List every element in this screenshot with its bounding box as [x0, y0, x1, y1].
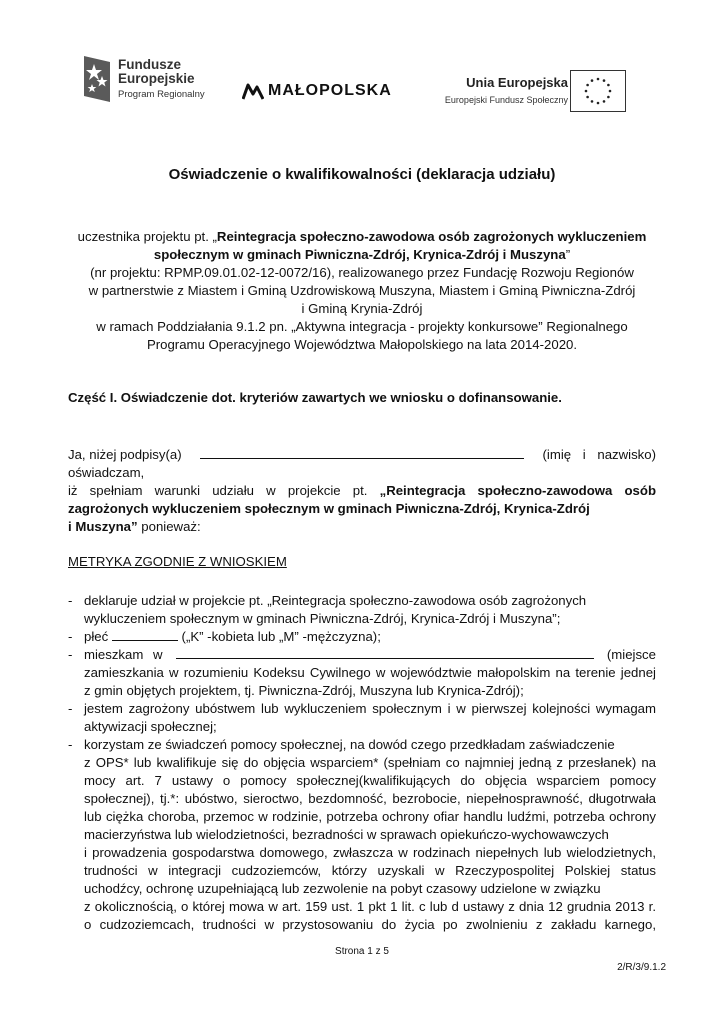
intro-line-2b: ” — [565, 247, 571, 262]
item-5-line-1: korzystam ze świadczeń pomocy społecznej, na dowód czego przedkładam zaświadczenie — [84, 737, 615, 752]
item-5-line-7: i prowadzenia gospodarstwa domowego, zwłaszcza w rodzinach niepełnych lub wielodzietnych, — [84, 845, 656, 860]
item-3-line-2: zamieszkania w rozumieniu Kodeksu Cywilnego w województwie małopolskim na terenie jednej — [84, 665, 656, 680]
intro-line-4: w partnerstwie z Miastem i Gminą Uzdrowiskową Muszyna, Miastem i Gminą Piwniczna-Zdrój — [88, 283, 636, 298]
item-4-line-1: jestem zagrożony ubóstwem lub wykluczeniem społecznym i w pierwszej kolejności wymagam — [84, 701, 656, 716]
item-5-line-11: o cudzoziemcach, trudności w przystosowaniu do życia po zwolnieniu z zakładu karnego, — [84, 917, 656, 932]
document-code: 2/R/3/9.1.2 — [617, 962, 666, 973]
declaration-line-3a: iż spełniam warunki udziału w projekcie pt. — [68, 483, 380, 498]
item-3-line-3: z gmin objętych projektem, tj. Piwniczna-Zdrój, Muszyna lub Krynica-Zdrój); — [84, 683, 524, 698]
criteria-list — [68, 592, 656, 934]
intro-line-2a: społecznym w gminach Piwniczna-Zdrój, Krynica-Zdrój i Muszyna — [153, 247, 566, 262]
ue-logo-title: Unia Europejska — [466, 75, 568, 90]
fe-stars-icon — [80, 54, 114, 104]
item-5-line-2: z OPS* lub kwalifikuje się do objęcia wsparciem* (spełniam co najmniej jedną z przesłanek) na — [84, 755, 656, 770]
list-item — [68, 700, 656, 736]
item-5-line-4: społecznej), tj.*: ubóstwo, sieroctwo, bezdomność, bezrobocie, niepełnosprawność, długotrwała — [84, 791, 656, 806]
section-1-heading: Część I. Oświadczenie dot. kryteriów zawartych we wniosku o dofinansowanie. — [68, 390, 562, 405]
list-dash: - — [68, 629, 73, 644]
list-dash: - — [68, 647, 73, 662]
declaration-line-3b: „Reintegracja społeczno-zawodowa osób — [379, 483, 656, 498]
eu-flag-icon — [570, 70, 626, 112]
list-dash: - — [68, 737, 73, 752]
fe-logo-line2: Europejskie — [118, 71, 195, 86]
item-1-line-2: wykluczeniem społecznym w gminach Piwniczna-Zdrój, Krynica-Zdrój i Muszyna”; — [84, 611, 561, 626]
item-5-line-9: uchodźcy, ochronę uzupełniającą lub zezwolenie na pobyt czasowy udzielone w związku — [84, 881, 601, 896]
declaration-label-hint: (imię i nazwisko) — [542, 447, 656, 462]
item-2-line-1 — [84, 628, 656, 646]
item-5-line-6: macierzyństwa lub wielodzietności, bezradności w sprawach opiekuńczo-wychowawczych — [84, 827, 609, 842]
malopolska-mark-icon — [242, 82, 264, 100]
declaration-line-5a: i Muszyna” — [68, 519, 138, 534]
list-dash: - — [68, 593, 73, 608]
item-3-line-1 — [84, 646, 656, 664]
item-5-line-10: z okolicznością, o której mowa w art. 159 ust. 1 pkt 1 lit. c lub d ustawy z dnia 12 grudnia 2013 r. — [84, 899, 656, 914]
intro-line-3: (nr projektu: RPMP.09.01.02-12-0072/16), realizowanego przez Fundację Rozwoju Regionów — [90, 265, 634, 280]
list-item — [68, 592, 656, 628]
item-5-line-3: mocy art. 7 ustawy o pomocy społecznej(kwalifikujących do objęcia wsparciem pomocy — [84, 773, 656, 788]
intro-line-1b: Reintegracja społeczno-zawodowa osób zagrożonych wykluczeniem — [216, 229, 647, 244]
intro-line-7: Programu Operacyjnego Województwa Małopolskiego na lata 2014-2020. — [146, 337, 578, 352]
declaration-line-2: oświadczam, — [68, 465, 145, 480]
malopolska-logo — [242, 80, 392, 102]
document-title: Oświadczenie o kwalifikowalności (deklaracja udziału) — [168, 166, 556, 183]
intro-line-2 — [60, 246, 664, 264]
gender-label: płeć — [84, 629, 109, 644]
declaration — [68, 446, 656, 536]
item-5-line-8: trudności w integracji cudzoziemców, którzy uzyskali w Rzeczypospolitej Polskiej status — [84, 863, 656, 878]
page-number: Strona 1 z 5 — [335, 946, 389, 957]
declaration-line-4 — [68, 500, 656, 518]
list-item — [68, 646, 656, 700]
declaration-line-5b: ponieważ: — [137, 519, 201, 534]
fundusze-europejskie-logo — [80, 54, 210, 114]
fe-logo-line1: Fundusze — [118, 57, 181, 72]
unia-europejska-logo — [436, 72, 626, 112]
item-5-line-5: lub ciężka choroba, przemoc w rodzinie, potrzeba ochrony ofiar handlu ludźmi, potrzeba ochrony — [84, 809, 656, 824]
ue-logo-subtitle: Europejski Fundusz Społeczny — [444, 95, 568, 105]
intro-line-6: w ramach Poddziałania 9.1.2 pn. „Aktywna integracja - projekty konkursowe” Regionalnego — [96, 319, 628, 334]
fe-logo-line3: Program Regionalny — [118, 89, 205, 100]
item-1-line-1: deklaruje udział w projekcie pt. „Reintegracja społeczno-zawodowa osób zagrożonych — [84, 593, 587, 608]
residence-hint: (miejsce — [606, 647, 656, 662]
gender-hint: („K” -kobieta lub „M” -mężczyzna); — [181, 629, 381, 644]
list-dash: - — [68, 701, 73, 716]
intro-line-5: i Gminą Krynia-Zdrój — [301, 301, 423, 316]
declaration-line-5 — [68, 518, 656, 536]
intro-line-1a: uczestnika projektu pt. „ — [77, 229, 217, 244]
declaration-line-4-text: zagrożonych wykluczeniem społecznym w gminach Piwniczna-Zdrój, Krynica-Zdrój — [68, 501, 590, 516]
malopolska-logo-text: MAŁOPOLSKA — [268, 82, 392, 99]
gender-field[interactable] — [112, 628, 178, 641]
list-item — [68, 736, 656, 934]
metryka-heading: METRYKA ZGODNIE Z WNIOSKIEM — [68, 554, 287, 569]
residence-field[interactable] — [176, 646, 594, 659]
intro-line-1 — [60, 228, 664, 246]
item-4-line-2: aktywizacji społecznej; — [84, 719, 217, 734]
list-item — [68, 628, 656, 646]
name-field[interactable] — [200, 446, 524, 459]
declaration-line-3 — [68, 482, 656, 500]
residence-label: mieszkam w — [84, 647, 163, 662]
declaration-line-1 — [68, 446, 656, 464]
project-intro — [60, 228, 664, 354]
declaration-label-name: Ja, niżej podpisy(a) — [68, 447, 182, 462]
